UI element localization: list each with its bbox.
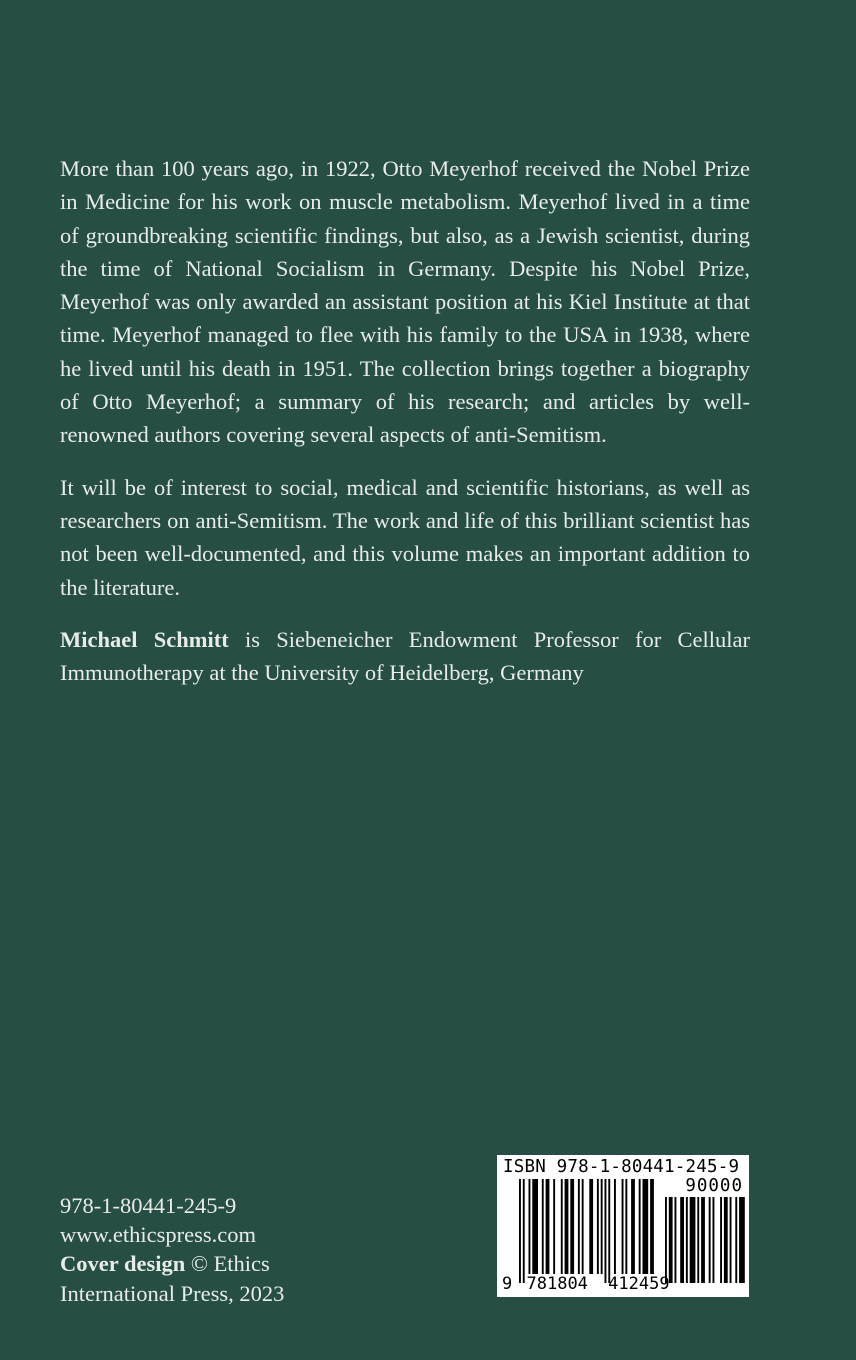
barcode-bar — [601, 1179, 603, 1274]
barcode-bar — [665, 1197, 667, 1283]
publisher-imprint — [60, 1191, 284, 1308]
barcode-bar — [582, 1179, 584, 1274]
barcode-bar — [605, 1179, 607, 1283]
barcode-bar — [614, 1179, 616, 1274]
imprint-website: www.ethicspress.com — [60, 1222, 256, 1248]
barcode-bar — [523, 1179, 525, 1283]
barcode-bar — [650, 1179, 654, 1274]
imprint-isbn: 978-1-80441-245-9 — [60, 1193, 237, 1218]
author-bio — [60, 623, 750, 690]
ean-right-group: 412459 — [608, 1274, 670, 1294]
barcode-bar — [690, 1197, 696, 1283]
barcode-bar — [709, 1197, 711, 1283]
barcode-bar — [532, 1179, 538, 1274]
barcode-bar — [529, 1179, 531, 1274]
barcode-bar — [519, 1179, 521, 1283]
barcode-bar — [589, 1179, 593, 1274]
barcode-ean-digits — [502, 1274, 670, 1294]
barcode-bar — [631, 1179, 635, 1274]
barcode-bar — [565, 1179, 569, 1274]
barcode-bar — [739, 1197, 745, 1283]
barcode-bar — [542, 1179, 544, 1274]
barcode-price-addon: 90000 — [685, 1176, 743, 1196]
barcode-bar — [697, 1197, 699, 1283]
barcode-bar — [701, 1197, 705, 1283]
barcode-isbn-label: ISBN 978-1-80441-245-9 — [503, 1157, 740, 1177]
author-name: Michael Schmitt — [60, 626, 229, 652]
barcode-bar — [730, 1197, 732, 1283]
barcode-bar — [724, 1197, 728, 1283]
barcode-bar — [686, 1197, 688, 1283]
barcode-bar — [675, 1197, 677, 1283]
imprint-cover-credit-line-2: International Press, 2023 — [60, 1280, 285, 1306]
barcode-bar — [713, 1197, 715, 1283]
isbn-barcode — [497, 1155, 749, 1297]
barcode-bar — [625, 1179, 627, 1274]
author-bio-text: is Siebeneicher Endowment Professor for Cellular Immunotherapy at the University of Heidelberg, Germany — [60, 626, 751, 686]
barcode-bar — [735, 1197, 737, 1283]
barcode-bar — [546, 1179, 550, 1274]
barcode-bar — [570, 1179, 574, 1274]
barcode-bar — [608, 1179, 610, 1283]
barcode-bar — [669, 1197, 673, 1283]
barcode-bar — [643, 1179, 649, 1274]
barcode-bar — [622, 1179, 624, 1274]
barcode-bar — [639, 1179, 641, 1274]
blurb-paragraph-1: More than 100 years ago, in 1922, Otto Meyerhof received the Nobel Prize in Medicine for his work on muscle metabolism. Meyerhof lived in a time of groundbreaking scientific findings, but also, as a Jewish scientist, during the time of National Socialism in Germany. Despite his Nobel Prize, Meyerhof was only awarded an assistant position at his Kiel Institute at that time. Meyerhof managed to flee with his family to the USA in 1938, where he lived until his death in 1951. The collection brings together a biography of Otto Meyerhof; a summary of his research; and articles by well-renowned authors covering several aspects of anti-Semitism. — [60, 156, 750, 448]
barcode-bar — [597, 1179, 599, 1274]
ean-first-digit: 9 — [502, 1274, 513, 1294]
back-cover-blurb — [60, 152, 750, 708]
barcode-bar — [720, 1197, 722, 1283]
ean-left-group: 781804 — [526, 1274, 588, 1294]
barcode-bar — [561, 1179, 563, 1274]
barcode-bar — [578, 1179, 580, 1274]
barcode-bar — [680, 1197, 684, 1283]
barcode-bar — [553, 1179, 555, 1274]
imprint-cover-credit — [60, 1249, 284, 1278]
cover-design-label: Cover design — [60, 1251, 186, 1277]
cover-credit-text: © Ethics — [185, 1251, 270, 1277]
blurb-paragraph-2: It will be of interest to social, medical and scientific historians, as well as researchers on anti-Semitism. The work and life of this brilliant scientist has not been well-documented, and this volume makes an important addition to the literature. — [60, 474, 750, 600]
